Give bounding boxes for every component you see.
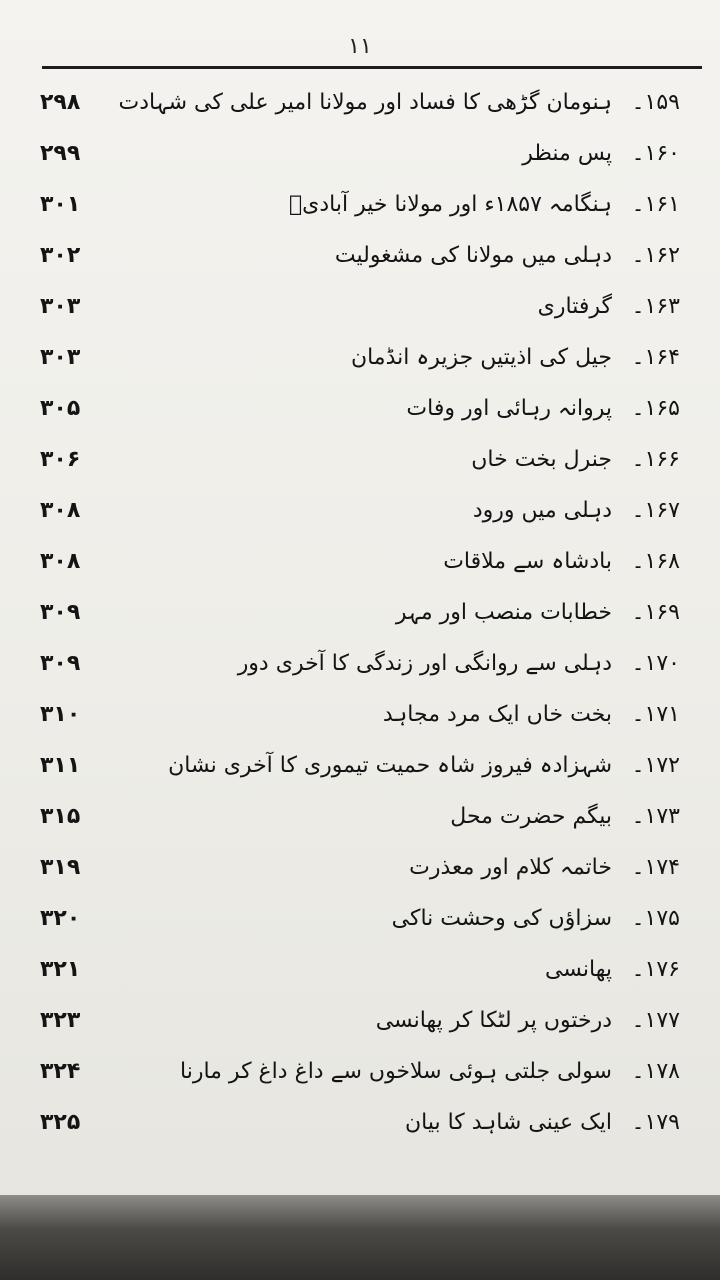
- entry-title: دہلی میں ورود: [472, 498, 612, 523]
- entry-page: ۳۲۴: [40, 1059, 81, 1084]
- entry-number: ۱۶۳۔: [631, 294, 680, 319]
- toc-entry: [238, 651, 680, 676]
- toc-entry: [383, 702, 680, 727]
- entry-title: ہنگامہ ۱۸۵۷ء اور مولانا خیر آبادیؒ: [288, 192, 612, 217]
- entry-number: ۱۶۲۔: [631, 243, 680, 268]
- toc-row: [0, 1110, 720, 1154]
- entry-page: ۳۲۰: [40, 906, 81, 931]
- entry-page: ۳۱۵: [40, 804, 81, 829]
- toc-entry: [335, 243, 680, 268]
- toc-row: [0, 702, 720, 746]
- toc-row: [0, 294, 720, 338]
- toc-row: [0, 396, 720, 440]
- toc-entry: [443, 549, 680, 574]
- toc-entry: [289, 192, 680, 217]
- entry-number: ۱۵۹۔: [631, 90, 680, 115]
- entry-page: ۳۰۱: [40, 192, 81, 217]
- entry-page: ۳۲۳: [40, 1008, 81, 1033]
- entry-number: ۱۶۹۔: [631, 600, 680, 625]
- toc-row: [0, 600, 720, 644]
- toc-row: [0, 243, 720, 287]
- entry-title: بیگم حضرت محل: [450, 804, 612, 829]
- toc-entry: [538, 294, 680, 319]
- entry-number: ۱۷۷۔: [631, 1008, 680, 1033]
- entry-title: جنرل بخت خاں: [471, 447, 612, 472]
- entry-number: ۱۷۹۔: [631, 1110, 680, 1135]
- toc-entry: [396, 600, 680, 625]
- entry-page: ۳۰۲: [40, 243, 81, 268]
- entry-page: ۲۹۸: [40, 90, 81, 115]
- entry-number: ۱۷۰۔: [631, 651, 680, 676]
- entry-page: ۳۰۶: [40, 447, 81, 472]
- entry-title: سولی جلتی ہوئی سلاخوں سے داغ داغ کر مارنا: [180, 1059, 612, 1084]
- entry-number: ۱۶۶۔: [631, 447, 680, 472]
- toc-entry: [406, 396, 680, 421]
- entry-page: ۳۰۹: [40, 651, 81, 676]
- toc-entry: [376, 1008, 680, 1033]
- toc-row: [0, 345, 720, 389]
- toc-entry: [545, 957, 680, 982]
- entry-number: ۱۶۷۔: [631, 498, 680, 523]
- entry-page: ۳۰۵: [40, 396, 81, 421]
- entry-title: خطابات منصب اور مہر: [395, 600, 612, 625]
- entry-page: ۳۲۱: [40, 957, 81, 982]
- toc-entry: [351, 345, 680, 370]
- entry-number: ۱۷۱۔: [631, 702, 680, 727]
- entry-title: سزاؤں کی وحشت ناکی: [391, 906, 612, 931]
- toc-row: [0, 549, 720, 593]
- toc-row: [0, 957, 720, 1001]
- entry-page: ۳۱۱: [40, 753, 81, 778]
- entry-number: ۱۷۶۔: [631, 957, 680, 982]
- entry-number: ۱۷۳۔: [631, 804, 680, 829]
- entry-title: درختوں پر لٹکا کر پھانسی: [375, 1008, 612, 1033]
- toc-entry: [522, 141, 680, 166]
- entry-number: ۱۶۴۔: [631, 345, 680, 370]
- toc-entry: [168, 753, 680, 778]
- toc-row: [0, 1059, 720, 1103]
- entry-number: ۱۷۴۔: [631, 855, 680, 880]
- toc-entry: [392, 906, 680, 931]
- entry-title: پروانہ رہائی اور وفات: [406, 396, 612, 421]
- entry-title: بخت خاں ایک مرد مجاہد: [382, 702, 612, 727]
- toc-row: [0, 804, 720, 848]
- entry-title: پھانسی: [544, 957, 612, 982]
- entry-title: گرفتاری: [537, 294, 612, 319]
- page-bottom-shadow: [0, 1195, 720, 1280]
- entry-title: بادشاہ سے ملاقات: [443, 549, 612, 574]
- entry-page: ۳۰۳: [40, 294, 81, 319]
- toc-row: [0, 651, 720, 695]
- toc-entry: [119, 90, 681, 115]
- entry-title: ہنومان گڑھی کا فساد اور مولانا امیر علی کی شہادت: [118, 90, 612, 115]
- entry-page: ۳۰۳: [40, 345, 81, 370]
- entry-number: ۱۶۸۔: [631, 549, 680, 574]
- toc-row: [0, 855, 720, 899]
- page-number: ۱۱: [348, 34, 372, 59]
- entry-page: ۲۹۹: [40, 141, 81, 166]
- entry-title: شہزادہ فیروز شاہ حمیت تیموری کا آخری نشان: [168, 753, 612, 778]
- toc-entry: [471, 447, 680, 472]
- toc-row: [0, 498, 720, 542]
- toc-row: [0, 447, 720, 491]
- entry-number: ۱۷۲۔: [631, 753, 680, 778]
- toc-entry: [450, 804, 680, 829]
- entry-page: ۳۰۸: [40, 549, 81, 574]
- entry-title: پس منظر: [522, 141, 612, 166]
- toc-entry: [180, 1059, 680, 1084]
- entry-number: ۱۶۵۔: [631, 396, 680, 421]
- toc-entry: [473, 498, 680, 523]
- entry-title: خاتمہ کلام اور معذرت: [409, 855, 612, 880]
- toc-row: [0, 192, 720, 236]
- entry-number: ۱۶۱۔: [631, 192, 680, 217]
- entry-page: ۳۰۹: [40, 600, 81, 625]
- entry-title: ایک عینی شاہد کا بیان: [404, 1110, 612, 1135]
- toc-row: [0, 90, 720, 134]
- entry-page: ۳۱۰: [40, 702, 81, 727]
- toc-row: [0, 753, 720, 797]
- entry-page: ۳۰۸: [40, 498, 81, 523]
- entry-title: دہلی میں مولانا کی مشغولیت: [334, 243, 612, 268]
- entry-title: جیل کی اذیتیں جزیرہ انڈمان: [350, 345, 612, 370]
- entry-number: ۱۷۸۔: [631, 1059, 680, 1084]
- entry-page: ۳۲۵: [40, 1110, 81, 1135]
- entry-page: ۳۱۹: [40, 855, 81, 880]
- entry-number: ۱۶۰۔: [631, 141, 680, 166]
- toc-row: [0, 141, 720, 185]
- toc-row: [0, 1008, 720, 1052]
- entry-title: دہلی سے روانگی اور زندگی کا آخری دور: [237, 651, 612, 676]
- toc-entry: [405, 1110, 680, 1135]
- toc-row: [0, 906, 720, 950]
- header-rule: [42, 66, 702, 69]
- toc-entry: [409, 855, 680, 880]
- entry-number: ۱۷۵۔: [631, 906, 680, 931]
